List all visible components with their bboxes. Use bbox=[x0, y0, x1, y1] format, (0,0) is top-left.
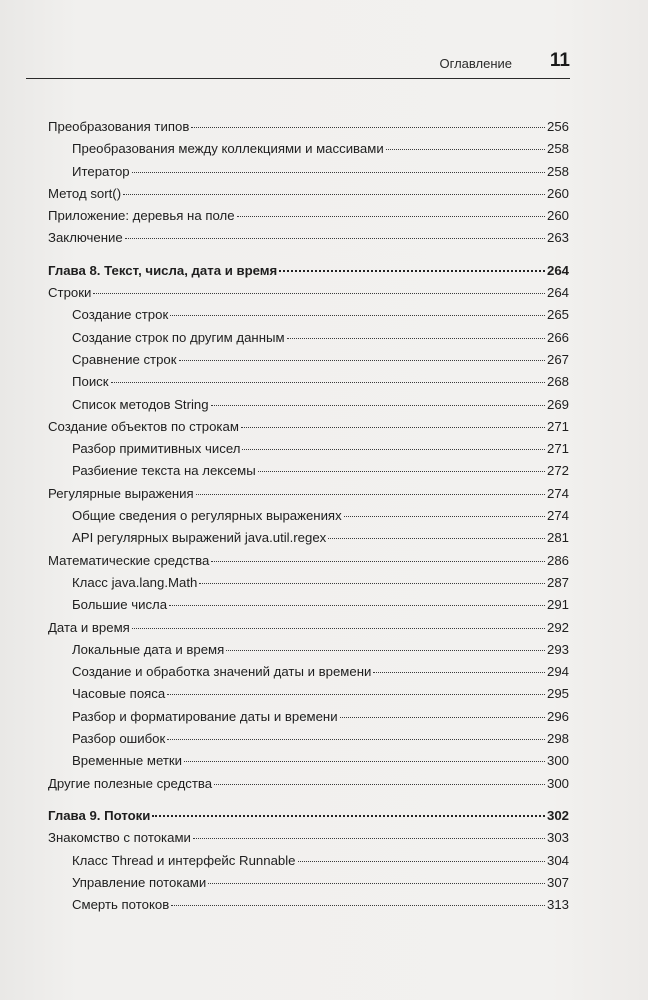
dot-leader bbox=[298, 860, 545, 862]
toc-entry bbox=[48, 873, 569, 895]
toc-entry-title: Дата и время bbox=[48, 619, 130, 635]
dot-leader bbox=[191, 126, 545, 128]
toc-entry bbox=[48, 573, 569, 595]
toc-entry-title: Разбор примитивных чисел bbox=[72, 441, 241, 457]
toc-entry-title: Метод sort() bbox=[48, 185, 122, 201]
toc-entry-title: Разбор и форматирование даты и времени bbox=[72, 708, 338, 724]
dot-leader bbox=[123, 193, 545, 195]
toc-entry-page: 268 bbox=[546, 374, 569, 390]
dot-leader bbox=[211, 404, 545, 406]
toc-entry bbox=[48, 395, 569, 417]
toc-chapter-entry bbox=[48, 806, 569, 828]
dot-leader bbox=[93, 292, 545, 294]
toc-entry-title: Математические средства bbox=[48, 552, 210, 568]
toc-entry-page: 292 bbox=[546, 619, 569, 635]
toc-entry bbox=[48, 439, 569, 461]
toc-entry bbox=[48, 551, 569, 573]
toc-entry-title: Создание и обработка значений даты и времени bbox=[72, 664, 372, 680]
dot-leader bbox=[170, 314, 545, 316]
toc-entry-page: 263 bbox=[546, 230, 569, 246]
toc-entry-title: Разбор ошибок bbox=[72, 731, 166, 747]
toc-entry-page: 294 bbox=[546, 664, 569, 680]
dot-leader bbox=[287, 337, 545, 339]
dot-leader bbox=[242, 448, 545, 450]
toc-entry-page: 258 bbox=[546, 163, 569, 179]
toc-entry bbox=[48, 305, 569, 327]
dot-leader bbox=[167, 738, 545, 740]
toc-entry-page: 281 bbox=[546, 530, 569, 546]
dot-leader bbox=[152, 814, 545, 817]
header-title: Оглавление bbox=[439, 56, 512, 71]
toc-entry bbox=[48, 117, 569, 139]
toc-entry-title: Глава 9. Потоки bbox=[48, 807, 151, 823]
toc-entry-page: 271 bbox=[546, 441, 569, 457]
toc-entry-title: Класс Thread и интерфейс Runnable bbox=[72, 852, 296, 868]
dot-leader bbox=[340, 716, 545, 718]
toc-entry bbox=[48, 228, 569, 250]
toc-entry-title: Заключение bbox=[48, 230, 123, 246]
dot-leader bbox=[196, 493, 545, 495]
dot-leader bbox=[344, 515, 545, 517]
toc-entry-title: Итератор bbox=[72, 163, 130, 179]
toc-entry-title: Создание строк по другим данным bbox=[72, 329, 285, 345]
toc-entry-page: 265 bbox=[546, 307, 569, 323]
dot-leader bbox=[226, 649, 545, 651]
toc-entry bbox=[48, 350, 569, 372]
dot-leader bbox=[258, 470, 545, 472]
toc-entry-page: 264 bbox=[546, 285, 569, 301]
toc-entry bbox=[48, 662, 569, 684]
toc-entry-page: 302 bbox=[546, 807, 569, 823]
toc-entry-page: 296 bbox=[546, 708, 569, 724]
toc-entry-title: Большие числа bbox=[72, 597, 168, 613]
dot-leader bbox=[199, 582, 545, 584]
toc-entry bbox=[48, 751, 569, 773]
dot-leader bbox=[193, 837, 545, 839]
dot-leader bbox=[179, 359, 545, 361]
toc-entry bbox=[48, 528, 569, 550]
toc-entry-title: Локальные дата и время bbox=[72, 641, 225, 657]
toc-entry-page: 274 bbox=[546, 485, 569, 501]
toc-entry bbox=[48, 417, 569, 439]
toc-entry-title: Преобразования типов bbox=[48, 119, 190, 134]
toc-entry-title: Временные метки bbox=[72, 753, 183, 769]
dot-leader bbox=[132, 627, 545, 629]
toc-entry bbox=[48, 283, 569, 305]
toc-entry-page: 293 bbox=[546, 641, 569, 657]
toc-entry-title: Смерть потоков bbox=[72, 897, 170, 913]
toc-entry-page: 260 bbox=[546, 208, 569, 224]
toc-entry-title: Глава 8. Текст, числа, дата и время bbox=[48, 262, 278, 278]
toc-entry-title: Создание строк bbox=[72, 307, 169, 323]
dot-leader bbox=[214, 783, 545, 785]
toc-entry bbox=[48, 206, 569, 228]
toc-entry-page: 269 bbox=[546, 396, 569, 412]
toc-entry bbox=[48, 461, 569, 483]
dot-leader bbox=[386, 148, 545, 150]
toc-entry-page: 291 bbox=[546, 597, 569, 613]
toc-entry-page: 286 bbox=[546, 552, 569, 568]
toc-entry bbox=[48, 506, 569, 528]
toc-entry-title: Управление потоками bbox=[72, 874, 207, 890]
dot-leader bbox=[125, 237, 545, 239]
toc-entry-page: 298 bbox=[546, 731, 569, 747]
toc-entry bbox=[48, 729, 569, 751]
toc-entry bbox=[48, 828, 569, 850]
toc-entry bbox=[48, 139, 569, 161]
dot-leader bbox=[237, 215, 545, 217]
toc-entry-page: 295 bbox=[546, 686, 569, 702]
toc-entry bbox=[48, 328, 569, 350]
dot-leader bbox=[328, 537, 545, 539]
toc-entry-page: 271 bbox=[546, 418, 569, 434]
dot-leader bbox=[184, 760, 545, 762]
toc-entry-title: Создание объектов по строкам bbox=[48, 418, 239, 434]
running-header bbox=[26, 48, 570, 79]
toc-entry bbox=[48, 484, 569, 506]
toc-entry-page: 304 bbox=[546, 852, 569, 868]
toc-entry-page: 264 bbox=[546, 262, 569, 278]
toc-entry bbox=[48, 684, 569, 706]
toc-entry bbox=[48, 184, 569, 206]
toc-entry-title: Регулярные выражения bbox=[48, 485, 194, 501]
toc-entry-title: Сравнение строк bbox=[72, 351, 177, 367]
toc-entry bbox=[48, 618, 569, 640]
toc-entry-page: 256 bbox=[546, 119, 569, 134]
toc-entry bbox=[48, 162, 569, 184]
toc-entry-page: 267 bbox=[546, 351, 569, 367]
toc-entry-page: 266 bbox=[546, 329, 569, 345]
toc-entry-page: 300 bbox=[546, 775, 569, 791]
toc-entry bbox=[48, 372, 569, 394]
toc-entry bbox=[48, 595, 569, 617]
toc-entry-title: Разбиение текста на лексемы bbox=[72, 463, 256, 479]
toc-entry-title: Знакомство с потоками bbox=[48, 830, 191, 846]
toc-entry-title: Приложение: деревья на поле bbox=[48, 208, 235, 224]
dot-leader bbox=[279, 269, 545, 272]
toc-entry-page: 300 bbox=[546, 753, 569, 769]
toc-entry-page: 272 bbox=[546, 463, 569, 479]
toc-entry-title: Поиск bbox=[72, 374, 109, 390]
toc-entry-page: 260 bbox=[546, 185, 569, 201]
toc-entry-title: Список методов String bbox=[72, 396, 209, 412]
toc-entry bbox=[48, 851, 569, 873]
toc-entry bbox=[48, 640, 569, 662]
toc-entry-title: Часовые пояса bbox=[72, 686, 166, 702]
toc-entry-page: 313 bbox=[546, 897, 569, 913]
toc-entry-page: 287 bbox=[546, 574, 569, 590]
toc-entry-title: Преобразования между коллекциями и массивами bbox=[72, 141, 384, 157]
dot-leader bbox=[169, 604, 545, 606]
dot-leader bbox=[111, 381, 545, 383]
dot-leader bbox=[208, 882, 545, 884]
toc-entry-page: 307 bbox=[546, 874, 569, 890]
toc-chapter-entry bbox=[48, 261, 569, 283]
dot-leader bbox=[132, 171, 545, 173]
toc-entry-title: Класс java.lang.Math bbox=[72, 574, 198, 590]
table-of-contents bbox=[48, 117, 569, 917]
toc-entry-title: API регулярных выражений java.util.regex bbox=[72, 530, 327, 546]
dot-leader bbox=[211, 560, 545, 562]
header-page-number: 11 bbox=[549, 50, 570, 71]
toc-entry bbox=[48, 707, 569, 729]
dot-leader bbox=[171, 904, 545, 906]
toc-entry-page: 258 bbox=[546, 141, 569, 157]
toc-entry-page: 274 bbox=[546, 508, 569, 524]
toc-entry-title: Строки bbox=[48, 285, 92, 301]
dot-leader bbox=[373, 671, 545, 673]
dot-leader bbox=[167, 693, 545, 695]
toc-entry bbox=[48, 895, 569, 917]
toc-entry-title: Общие сведения о регулярных выражениях bbox=[72, 508, 342, 524]
toc-entry-title: Другие полезные средства bbox=[48, 775, 213, 791]
toc-entry-page: 303 bbox=[546, 830, 569, 846]
toc-entry bbox=[48, 774, 569, 796]
dot-leader bbox=[241, 426, 545, 428]
